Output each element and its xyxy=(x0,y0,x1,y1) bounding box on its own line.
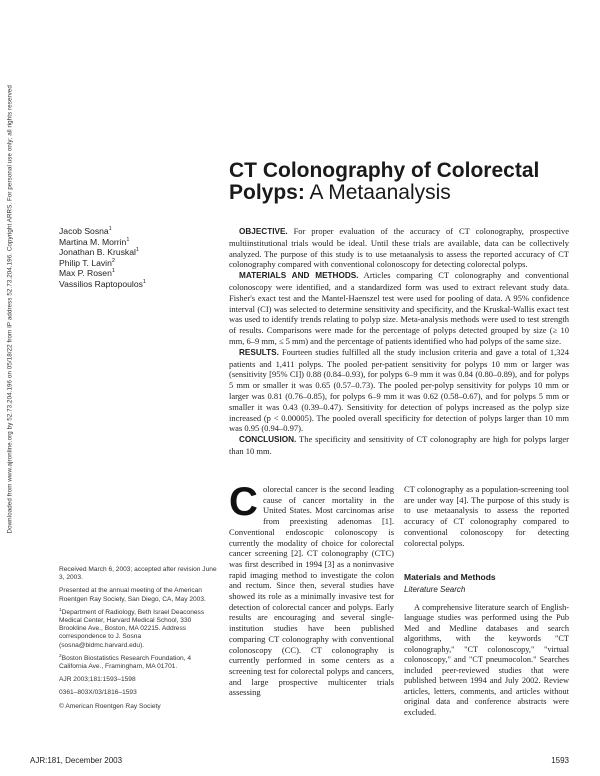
drop-cap: C xyxy=(229,480,258,524)
section-heading: Materials and Methods xyxy=(404,572,496,583)
presented-note: Presented at the annual meeting of the American Roentgen Ray Society, San Diego, CA, May 2003. xyxy=(59,587,206,603)
download-watermark: Downloaded from www.ajronline.org by 52.73.204.196 on 05/18/22 from IP address 52.73.204.196. Copyright ARRS. For personal use only; all rights reserved xyxy=(6,85,14,534)
copyright: © American Roentgen Ray Society xyxy=(59,702,161,710)
author: Jonathan B. Kruskal$^1$ xyxy=(59,247,139,257)
intro-continued: CT colonography as a population-screening tool are under way [4]. The purpose of this study is to use metaanalysis to assess the reported accuracy of CT colonography compared to conventional colonoscopy for detecting colorectal polyps. xyxy=(404,484,569,548)
abstract-conclusion: CONCLUSION. The specificity and sensitivity of CT colonography are high for polyps larger than 10 mm. xyxy=(229,434,569,456)
subsection-heading: Literature Search xyxy=(404,584,466,594)
footer-journal: AJR:181, December 2003 xyxy=(30,756,123,765)
author: Vassilios Raptopoulos$^1$ xyxy=(59,278,146,289)
body-column-1 xyxy=(229,480,394,698)
author: Jacob Sosna$^1$ xyxy=(59,226,112,236)
author: Philip T. Lavin$^2$ xyxy=(59,257,115,268)
title-main: CT Colonography of Colorectal Polyps: xyxy=(229,159,540,204)
abstract-results: RESULTS. Fourteen studies fulfilled all the study inclusion criteria and gave a total of 1,324 patients and 1,411 polyps. The pooled per-patient sensitivity for polyps 10 mm or larger was (sensitivity [95% CI]) 0.88 (0.84–0.93), for polyps 6–9 mm it was 0.84 (0.80–0.89), and for polyps 5 mm or smaller it was 0.65 (0.57–0.73). The pooled per-polyp sensitivity for polyps 10 mm or larger was 0.81 (0.76–0.85), for polyps 6–9 mm it was 0.62 (0.58–0.67), and for polyps 5 mm or smaller it was 0.43 (0.39–0.47). Sensitivity for detection of polyps increased as the polyp size increased (p < 0.00005). The pooled overall specificity for detection of polyps larger than 10 mm was 0.95 (0.94–0.97). xyxy=(229,346,569,434)
body-column-2 xyxy=(404,484,569,718)
affiliation-1: $^1$Department of Radiology, Beth Israel Deaconess Medical Center, Harvard Medical School, 330 Brookline Ave., Boston, MA 02215. Address correspondence to J. Sosna (sosna@bidmc.harvard.edu). xyxy=(59,607,205,649)
intro-paragraph: Colorectal cancer is the second leading cause of cancer mortality in the United States. Most carcinomas arise from preexisting adenomas [1]. Conventional endoscopic colonoscopy is currently the modality of choice for colorectal cancer screening [2]. CT colonography (CTC) was first described in 1994 [3] as a noninvasive rapid imaging method to investigate the colon and rectum. Since then, several studies have showed its role as a minimally invasive test for detection of colorectal cancer and polyps. Early results are encouraging and several single-institution studies have been published comparing CT colonography with conventional colonoscopy (CC). CT colonography is currently performed in some centers as a screening test for colorectal polyps and cancers, and large prospective multicenter trials assessing xyxy=(229,480,394,698)
issn: 0361–803X/03/1816–1593 xyxy=(59,689,137,697)
author-list xyxy=(59,226,219,289)
author: Martina M. Morrin$^1$ xyxy=(59,236,130,247)
received-note: Received March 6, 2003; accepted after revision June 3, 2003. xyxy=(59,566,217,582)
abstract xyxy=(229,226,569,457)
page-number: 1593 xyxy=(551,756,569,765)
article-title xyxy=(229,160,569,204)
abstract-objective: OBJECTIVE. For proper evaluation of the accuracy of CT colonography, prospective multiinstitutional trials would be ideal. Until these trials are available, data can be collectively analyzed. The purpose of this study is to use metaanalysis to assess the reported accuracy of CT colonography compared with conventional colonoscopy for detecting colorectal polyps. xyxy=(229,226,569,270)
title-subtitle: A Metaanalysis xyxy=(304,181,451,204)
citation: AJR 2003;181:1593–1598 xyxy=(59,676,136,684)
author: Max P. Rosen$^1$ xyxy=(59,268,115,278)
article-notes xyxy=(59,566,217,716)
abstract-methods: MATERIALS AND METHODS. Articles comparing CT colonography and conventional colonoscopy were identified, and a standardized form was used to extract relevant study data. Fisher's exact test and the Mantel-Haenszel test were used for pooling of data. A 95% confidence interval (CI) was selected to determine sensitivity and specificity, and the Kruskal-Wallis exact test was used to identify trends relating to polyp size. Meta-analysis methods were used to test strength of results. Comparisons were made for the percentage of polyps detected grouped by size (≥ 10 mm, 6–9 mm, ≤ 5 mm) and the percentage of patients identified who had polyps of the same size. xyxy=(229,270,569,346)
affiliation-2: $^2$Boston Biostatistics Research Foundation, 4 California Ave., Framingham, MA 01701. xyxy=(59,653,192,671)
literature-search-paragraph: A comprehensive literature search of English-language studies was performed using the Pub Med and Medline databases and search algorithms, with the keywords "CT colonography," "CT colonoscopy," "virtual colonoscopy," and "CT pneumocolon." Searches included peer-reviewed studies that were published between 1994 and July 2002. Review articles, letters, comments, and articles without original data and conference abstracts were excluded. xyxy=(404,602,569,717)
